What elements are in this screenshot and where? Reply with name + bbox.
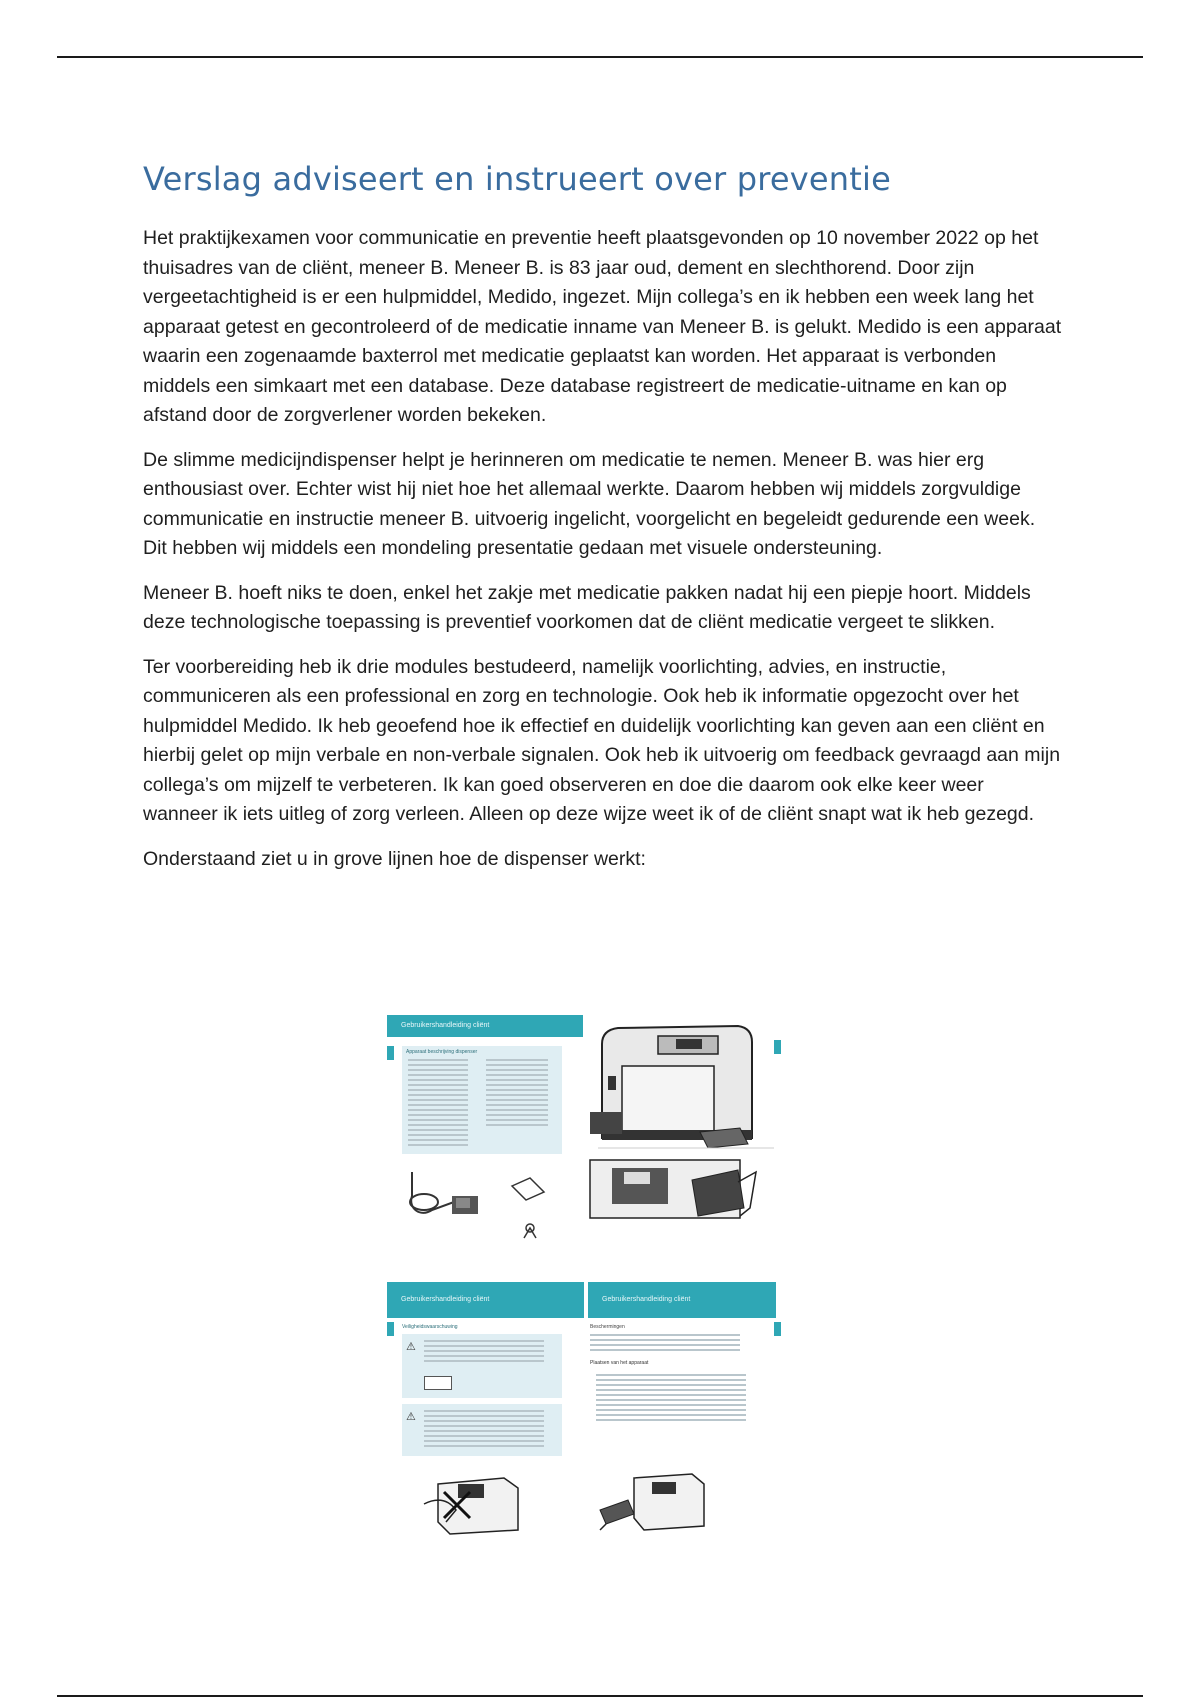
- manual-page-device: [588, 1008, 784, 1266]
- manual-header-text: Gebruikershandleiding cliënt: [401, 1022, 490, 1029]
- page-tab: [387, 1046, 394, 1060]
- paragraph-dispenser: De slimme medicijndispenser helpt je herinneren om medicatie te nemen. Meneer B. was hier erg enthousiast over. Echter wist hij niet hoe het allemaal werkte. Daarom hebben wij middels zorgvuldige communicatie en instructie meneer B. uitvoerig ingelicht, voorgelicht en begeleidt gedurende een week. Dit hebben wij middels een mondeling presentatie gedaan met visuele ondersteuning.: [143, 448, 1036, 559]
- warning-icon-2: ⚠: [406, 1411, 416, 1423]
- bottom-rule: [57, 1695, 1143, 1697]
- cable-illustration: [384, 1158, 580, 1258]
- right-page-subtitle: Plaatsen van het apparaat: [590, 1360, 649, 1366]
- manual-header-bar: [387, 1015, 583, 1037]
- device-illustration: [588, 1012, 778, 1264]
- manual-header-text-3: Gebruikershandleiding cliënt: [602, 1296, 691, 1303]
- manual-header-bar-3: [588, 1282, 776, 1318]
- page-title: Verslag adviseert en instrueert over preventie: [143, 160, 892, 198]
- parts-list-title: Apparaat beschrijving dispenser: [406, 1049, 478, 1055]
- paragraph-intro: Het praktijkexamen voor communicatie en preventie heeft plaatsgevonden op 10 november 2022 op het thuisadres van de cliënt, meneer B. Meneer B. is 83 jaar oud, dement en slechthorend. Door zijn vergeetachtigheid is er een hulpmiddel, Medido, ingezet. Mijn collega’s en ik hebben een week lang het apparaat getest en gecontroleerd of de medicatie inname van Meneer B. is gelukt. Medido is een apparaat waarin een zogenaamde baxterrol met medicatie geplaatst kan worden. Het apparaat is verbonden middels een simkaart met een database. Deze database registreert de medicatie-uitname en kan op afstand door de zorgverlener worden bekeken.: [143, 227, 1062, 426]
- page-tab-2: [387, 1322, 394, 1336]
- page-tab-3: [774, 1322, 781, 1336]
- device-warning-illustration: [384, 1464, 580, 1544]
- device-placement-illustration: [588, 1464, 784, 1544]
- document-body: [143, 160, 1063, 889]
- paragraph-preparation: Ter voorbereiding heb ik drie modules bestudeerd, namelijk voorlichting, advies, en instructie, communiceren als een professional en zorg en technologie. Ook heb ik informatie opgezocht over het hulpmiddel Medido. Ik heb geoefend hoe ik effectief en duidelijk voorlichting kan geven aan een cliënt en hierbij gelet op mijn verbale en non-verbale signalen. Ook heb ik uitvoerig om feedback gevraagd aan mijn collega’s om mijzelf te verbeteren. Ik kan goed observeren en doe die daarom ook elke keer weer wanneer ik iets uitleg of zorg verleen. Alleen op deze wijze weet ik of de cliënt snapt wat ik heb gezegd.: [143, 655, 1061, 825]
- paragraph-figure-intro: Onderstaand ziet u in grove lijnen hoe de dispenser werkt:: [143, 847, 646, 870]
- manual-page-safety: [384, 1282, 580, 1550]
- right-page-title: Beschermingen: [590, 1324, 625, 1330]
- warning-icon: ⚠: [406, 1341, 416, 1353]
- manual-page-placement: [588, 1282, 784, 1550]
- parts-list-box: [402, 1046, 562, 1154]
- top-rule: [57, 56, 1143, 58]
- warning-box-1: [402, 1334, 562, 1398]
- manual-figure: [384, 1008, 784, 1550]
- warning-title: Veiligheidswaarschuwing: [402, 1324, 458, 1330]
- manual-header-text-2: Gebruikershandleiding cliënt: [401, 1296, 490, 1303]
- manual-header-bar-2: [387, 1282, 584, 1318]
- warning-box-2: [402, 1404, 562, 1456]
- paragraph-usage: Meneer B. hoeft niks te doen, enkel het zakje met medicatie pakken nadat hij een piepje hoort. Middels deze technologische toepassing is preventief voorkomen dat de cliënt medicatie vergeet te slikken.: [143, 581, 1031, 633]
- manual-page-parts: [384, 1008, 580, 1266]
